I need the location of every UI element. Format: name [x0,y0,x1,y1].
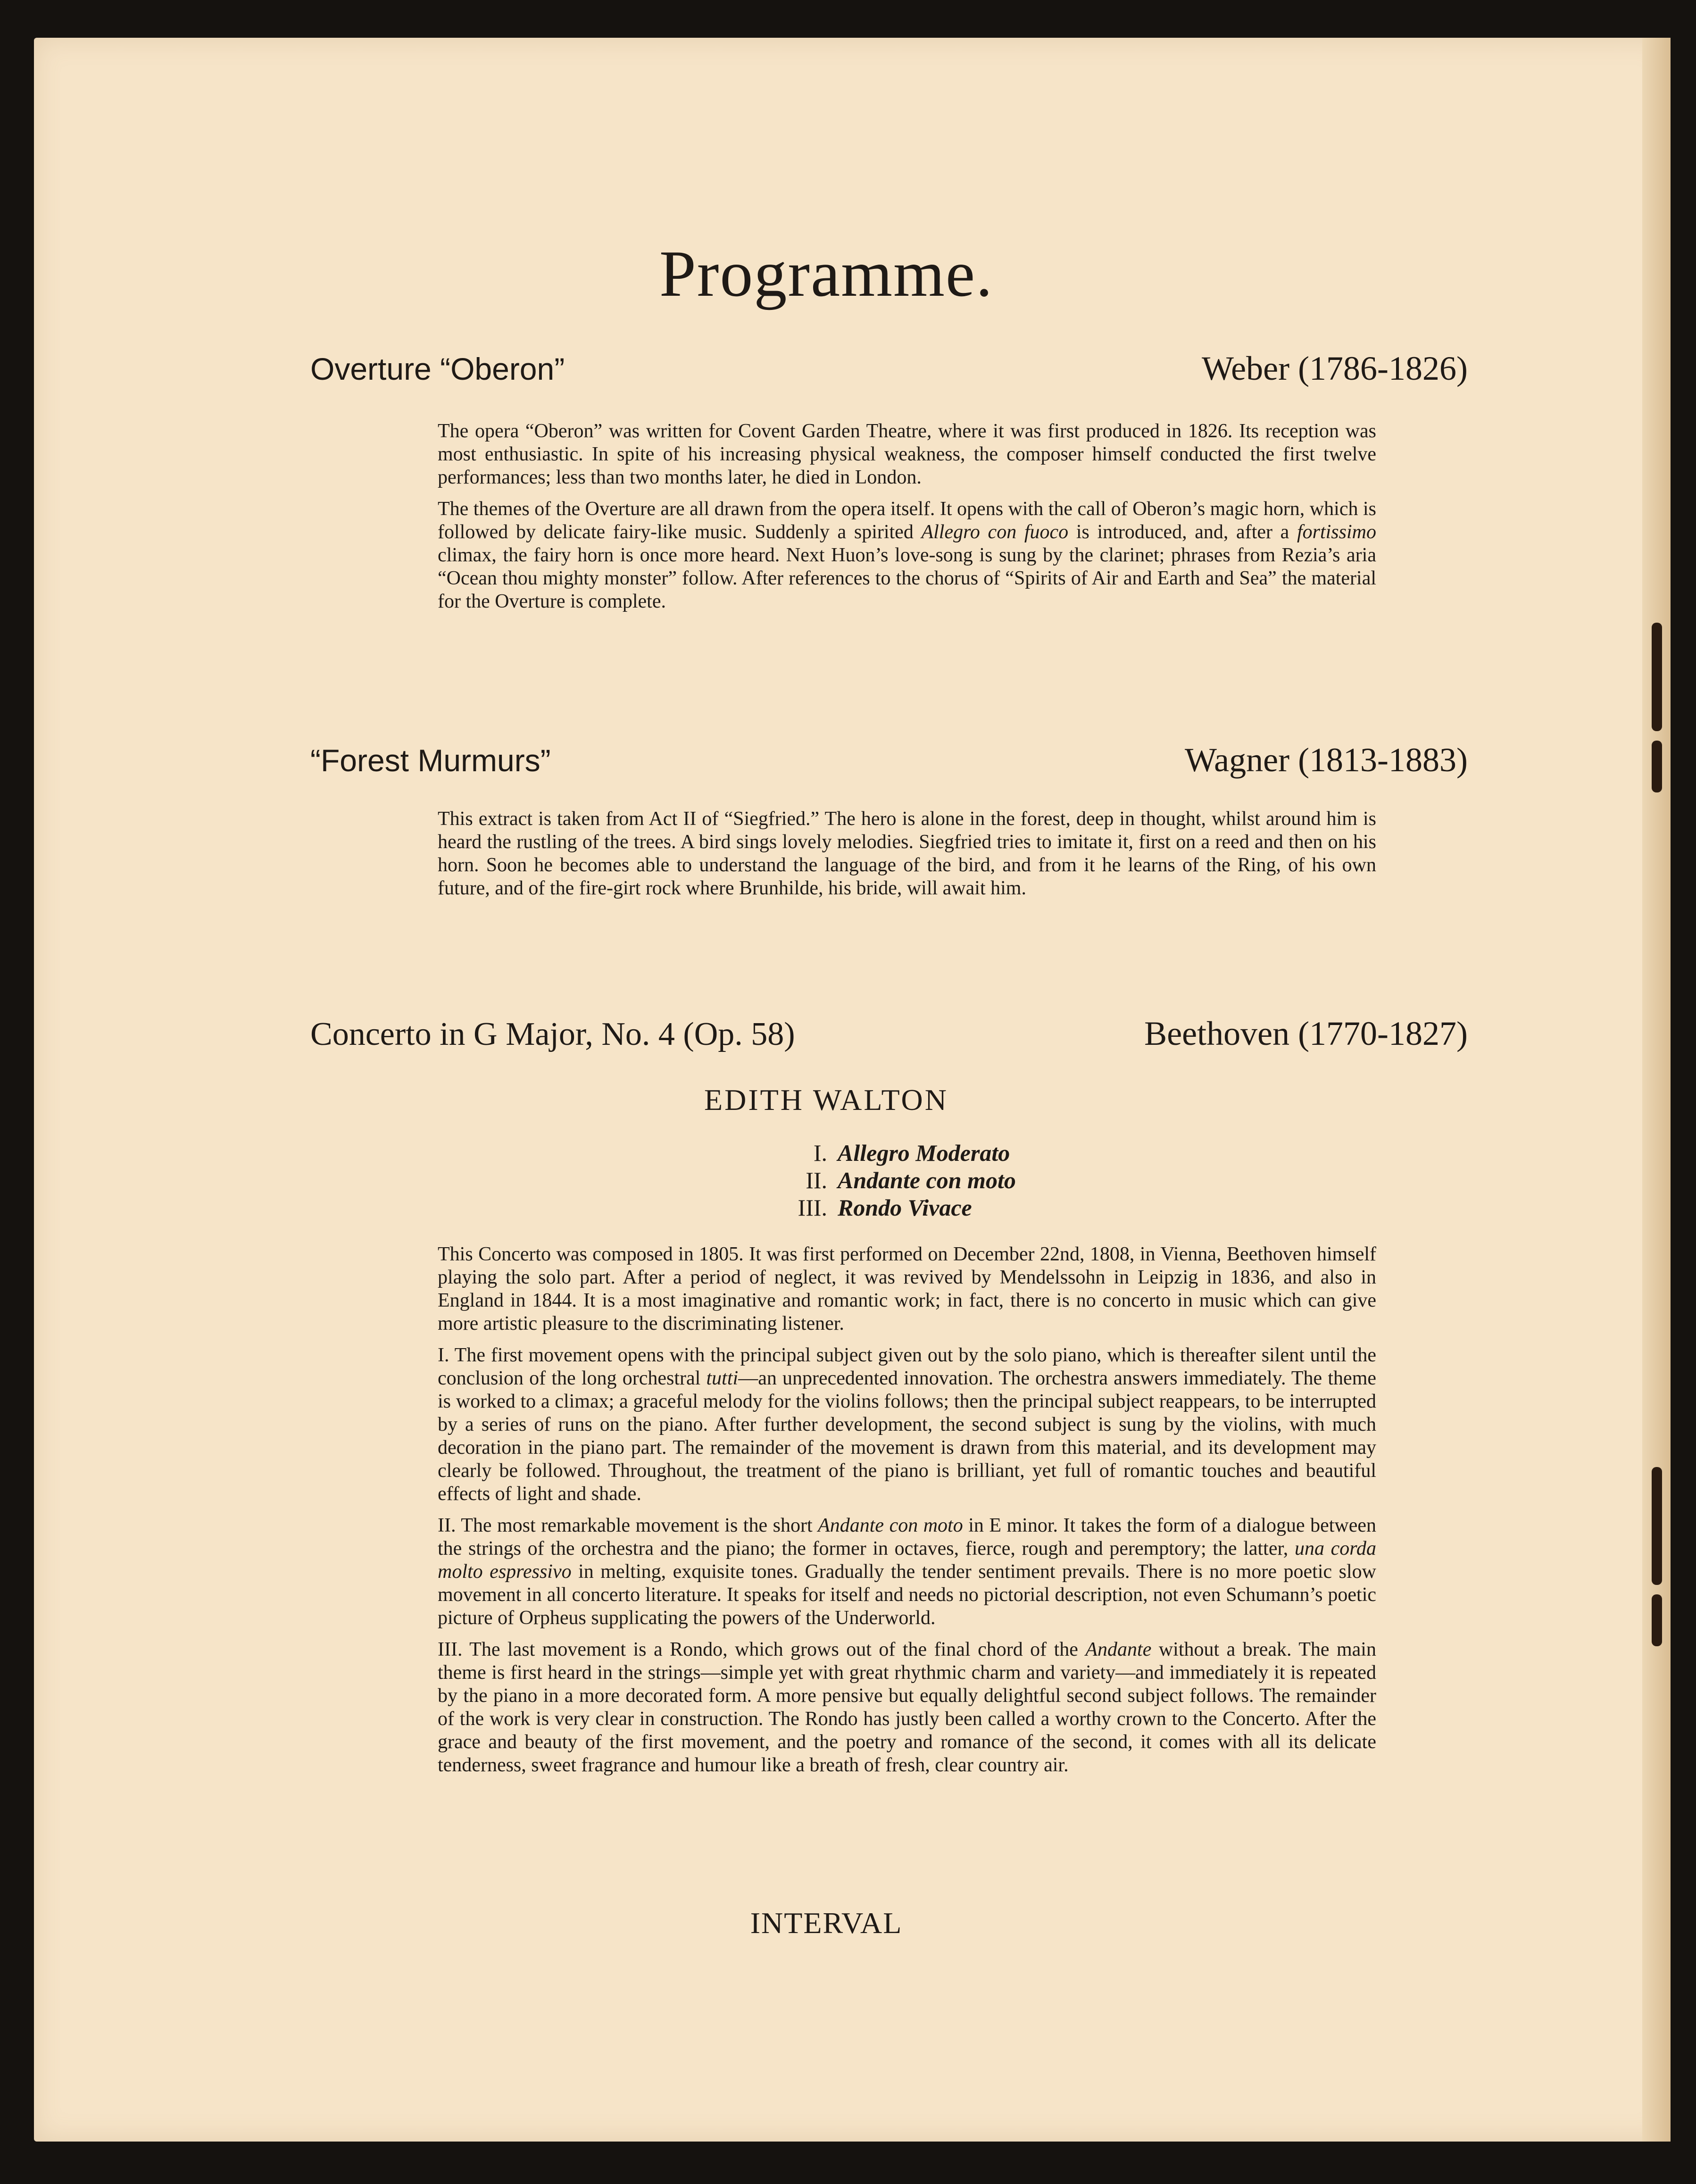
paragraph: III. The last movement is a Rondo, which grows out of the final chord of the Andante without a break. The main theme is first heard in the strings—simple yet with great rhythmic charm and variety—and immediately it is repeated by the piano in a more decorated form. A more pensive but equally delightful second subject follows. The remainder of the work is very clear in construction. The Rondo has justly been called a worthy crown to the Concerto. After the grace and beauty of the first movement, and the poetry and romance of the second, it comes with all its delicate tenderness, sweet fragrance and humour like a breath of fresh, clear country air. [438,1639,1376,1776]
paragraph: I. The first movement opens with the principal subject given out by the solo piano, which is thereafter silent until the conclusion of the long orchestral tutti—an unprecedented innovation. The orchestra answers immediately. The theme is worked to a climax; a graceful melody for the violins follows; then the principal subject reappears, to be interrupted by a series of runs on the piano. After further development, the second subject is sung by the violins, with much decoration in the piano part. The remainder of the movement is drawn from this material, and its development may clearly be followed. Throughout, the treatment of the piano is brilliant, yet full of romantic touches and beautiful effects of light and shade. [438,1344,1377,1505]
movement-item: II. Andante con moto [806,1167,1016,1193]
piece-heading-concerto [310,1014,1468,1061]
movement-item: I. Allegro Moderato [813,1140,1010,1166]
paragraph: This Concerto was composed in 1805. It was first performed on December 22nd, 1808, in Vienna, Beethoven himself playing the solo part. After a period of neglect, it was revived by Mendelssohn in Leipzig in 1836, and also in England in 1844. It is a most imaginative and romantic work; in fact, there is no concerto in music which can give more artistic pleasure to the discriminating listener. [438,1243,1376,1334]
movement-item: III. Rondo Vivace [798,1194,972,1221]
piece-composer: Weber (1786-1826) [1201,350,1468,387]
binding-mark [1652,1594,1662,1646]
piece-composer: Wagner (1813-1883) [1184,741,1468,779]
piece-composer: Beethoven (1770-1827) [1144,1015,1468,1052]
binding-mark [1652,741,1662,792]
piece-heading-forest-murmurs [310,741,1468,788]
paragraph: II. The most remarkable movement is the short Andante con moto in E minor. It takes the form of a dialogue between the strings of the orchestra and the piano; the former in octaves, fierce, rough and peremptory; the latter, una corda molto espressivo in melting, exquisite tones. Gradually the tender sentiment prevails. There is no more poetic slow movement in all concerto literature. It speaks for itself and needs no pictorial description, not even Schumann’s poetic picture of Orpheus supplicating the powers of the Underworld. [438,1515,1376,1629]
page-gutter [1642,38,1671,2142]
piece-notes-oberon [438,420,1376,622]
binding-mark [1652,1467,1662,1585]
piece-title: Concerto in G Major, No. 4 (Op. 58) [310,1016,795,1052]
piece-title: “Forest Murmurs” [310,743,551,778]
paragraph: The themes of the Overture are all drawn from the opera itself. It opens with the call of Oberon’s magic horn, which is followed by delicate fairy-like music. Suddenly a spirited Allegro con fuoco is introduced, and, after a fortissimo climax, the fairy horn is once more heard. Next Huon’s love-song is sung by the clarinet; phrases from Rezia’s aria “Ocean thou mighty monster” follow. After references to the chorus of “Spirits of Air and Earth and Sea” the material for the Overture is complete. [438,498,1376,612]
paragraph: The opera “Oberon” was written for Covent Garden Theatre, where it was first produced in 1826. Its reception was most enthusiastic. In spite of his increasing physical weakness, the composer himself conducted the first twelve performances; less than two months later, he died in London. [438,420,1376,488]
performer-name: EDITH WALTON [704,1083,948,1117]
movement-list [732,1139,1109,1221]
paragraph: This extract is taken from Act II of “Siegfried.” The hero is alone in the forest, deep in thought, whilst around him is heard the rustling of the trees. A bird sings lovely melodies. Siegfried tries to imitate it, first on a reed and then on his horn. Soon he becomes able to understand the language of the bird, and from it he learns of the Ring, of his own future, and of the fire-girt rock where Brunhilde, his bride, will await him. [438,808,1376,899]
piece-notes-forest-murmurs [438,808,1376,909]
interval-label: INTERVAL [750,1906,903,1940]
binding-mark [1652,623,1662,731]
page-title: Programme. [659,237,994,310]
piece-title: Overture “Oberon” [310,351,565,386]
piece-heading-oberon [310,349,1468,396]
programme-page [34,38,1671,2142]
piece-notes-concerto [438,1243,1376,1785]
